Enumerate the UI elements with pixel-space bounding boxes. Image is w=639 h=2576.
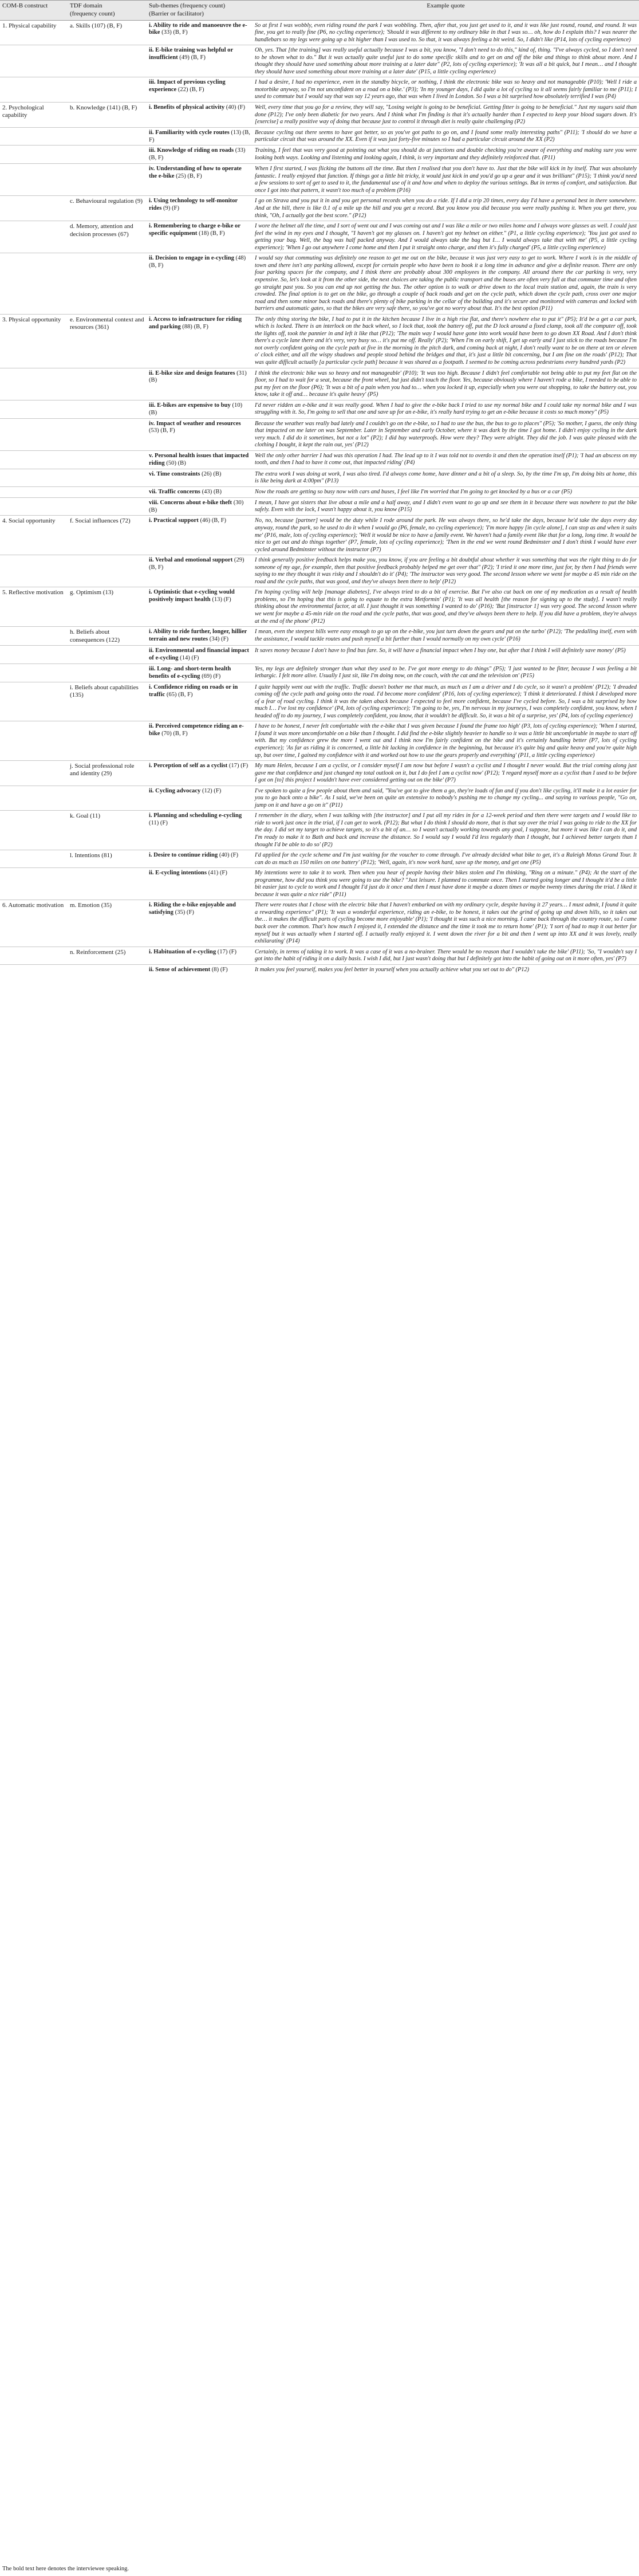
tdf-domain-cell: g. Optimism (13) — [68, 587, 147, 627]
sub-theme-cell — [147, 682, 253, 721]
sub-theme-name: i. Using technology to self-monitor rides — [149, 198, 238, 212]
com-b-construct-cell: 4. Social opportunity — [0, 516, 68, 555]
table-row — [0, 947, 639, 964]
sub-theme-count: (29) (B, F) — [149, 557, 244, 571]
example-quote-cell: Well, every time that you go for a review, they will say, "Losing weight is going to be beneficial. Getting fitter is going to be beneficial." Just my sugars said than done (P12); I've only been diabetic for two years. And I think what I'm finding is that it's actually harder than I expected to keep your blood sugars down. It's [exercise] a really positive way of doing that because just to control it through diet is really quite challenging (P2) — [253, 102, 639, 127]
sub-theme-cell — [147, 221, 253, 253]
sub-theme-name: iii. E-bikes are expensive to buy — [149, 402, 231, 409]
com-b-construct-cell — [0, 45, 68, 77]
sub-theme-cell — [147, 20, 253, 45]
tdf-domain-cell: c. Behavioural regulation (9) — [68, 196, 147, 221]
table-row — [0, 587, 639, 627]
sub-theme-cell — [147, 253, 253, 314]
sub-theme-cell — [147, 469, 253, 486]
sub-theme-name: iii. Impact of previous cycling experience — [149, 79, 226, 93]
com-b-construct-cell — [0, 418, 68, 450]
tdf-domain-cell — [68, 964, 147, 975]
sub-theme-cell — [147, 314, 253, 368]
tdf-domain-cell — [68, 497, 147, 516]
table-row — [0, 368, 639, 400]
example-quote-cell: I quite happily went out with the traffic. Traffic doesn't bother me that much, as much as I am a driver and I do cycle, so it wasn't a problem' (P12); 'I dreaded coming off the cycle path and going onto the road. I'd become more confident' (P16, lots of cycling experience); 'I think it deteriorated. I think I developed more of a fear of road cycling. I think it was the taken aback because I expected to feel more confident, because I've cycled before. So, I was a bit surprised by how much I… I've lost my confidence' (P4, lots of cycling experience); 'I'm going to be, yes, I'm nervous in my journeys, I was completely confident, you know, when I headed off to do my journey, I was completely confident, you know, that it wouldn't be difficult. So, it was a bit of a surprise, yes' (P4, lots of cycling experience) — [253, 682, 639, 721]
sub-theme-name: ii. Sense of achievement — [149, 966, 211, 973]
tdf-domain-cell: f. Social influences (72) — [68, 516, 147, 555]
tdf-domain-cell — [68, 146, 147, 164]
table-row — [0, 196, 639, 221]
sub-theme-count: (17) (F) — [227, 763, 249, 769]
example-quote-cell: Certainly, in terms of taking it to work. It was a case of it was a no-brainer. There would be no reason that I wouldn't take the bike' (P11); 'So, "I wouldn't say I got into the habit of riding it on a daily basis. I wish I did, but I just wasn't doing that but I definitely got into the habit of going out on it more often, yes' (P7) — [253, 947, 639, 964]
com-b-construct-cell — [0, 645, 68, 663]
example-quote-cell: I go on Strava and you put it in and you get personal records when you do a ride. If I did a trip 20 times, every day I'd have a personal best in there somewhere. And at the hill, there is like 0.1 of a mile up the hill and you get a record. But you know you did because you were really pushing it. When you get there, you think, "Oh, I actually got the best score." (P12) — [253, 196, 639, 221]
sub-theme-count: (35) (F) — [173, 909, 194, 916]
sub-theme-name: ii. Perceived competence riding an e-bike — [149, 723, 244, 737]
tdf-domain-cell: j. Social professional role and identity (29) — [68, 761, 147, 786]
sub-theme-count: (33) (B, F) — [160, 29, 188, 36]
com-b-construct-cell — [0, 497, 68, 516]
table-row — [0, 450, 639, 469]
example-quote-cell: I'm hoping cycling will help [manage diabetes], I've always tried to do a bit of exercise. But I've also cut back on one of my medication as a result of health problems, so I'm hoping that this is going to equate to the extra Metformin' (P1); 'It was all health [the reason for signing up to the study]. I wasn't really thinking about the environmental factor, at all. I just thought it was something I wanted to do' (P16); 'But [instructor 1] was very good. The second lesson where we went for maybe a 45-min ride on the road and the cycle paths, that was good, and they've always been there to help. If you did have a problem, they're always at the end of the phone' (P12) — [253, 587, 639, 627]
tdf-domain-cell — [68, 450, 147, 469]
com-b-construct-cell — [0, 196, 68, 221]
table-row — [0, 486, 639, 497]
sub-theme-count: (31) (B) — [149, 370, 247, 384]
sub-theme-cell — [147, 587, 253, 627]
sub-theme-name: ii. Verbal and emotional support — [149, 557, 233, 564]
tdf-domain-cell — [68, 45, 147, 77]
table-row — [0, 555, 639, 587]
com-b-construct-cell: 1. Physical capability — [0, 20, 68, 45]
table-footnote: The bold text here denotes the interviewee speaking. — [2, 2566, 129, 2572]
sub-theme-cell — [147, 164, 253, 196]
sub-theme-count: (10) (B) — [149, 402, 243, 416]
table-row — [0, 127, 639, 146]
example-quote-cell: Well the only other barrier I had was this operation I had. The lead up to it I was told not to overdo it and then the operation itself (P1); 'I had an abscess on my tooth, and then I had to have it come out, that impacted riding' (P4) — [253, 450, 639, 469]
tdf-domain-cell — [68, 368, 147, 400]
sub-theme-count: (40) (F) — [224, 104, 246, 111]
sub-theme-cell — [147, 486, 253, 497]
sub-theme-cell — [147, 400, 253, 418]
com-b-construct-cell — [0, 146, 68, 164]
com-b-construct-cell — [0, 450, 68, 469]
sub-theme-name: iv. Understanding of how to operate the e-bike — [149, 166, 242, 180]
sub-theme-cell — [147, 368, 253, 400]
tdf-domain-cell — [68, 127, 147, 146]
com-b-construct-cell — [0, 627, 68, 646]
sub-theme-name: ii. Cycling advocacy — [149, 787, 201, 794]
sub-theme-name: vii. Traffic concerns — [149, 488, 200, 495]
example-quote-cell: The only thing storing the bike, I had to put it in the kitchen because I live in a high rise flat, and there's nowhere else to put it" (P5); It'd be a get a car park, which is locked. There is an interlock on the back wheel, so I lock that, took the battery off, put the D lock around a fixed clamp, took all the computer off, took the lights off, took the pannier in and left it like that (P12); 'The main way I would have gone into work would have been to go down XX Road. And I don't think there's a cycle lane there and it's very, very busy so… it's put me off. Really' (P2); 'When I'm on early shift, I get up early and I just stick to the roads because I'm not overly confident going on the cycle path at five in the morning in the pitch dark, and coming back at night, I don't really want to be on there at ten or eleven o' clock either, and all the wispy shadows and people stood behind the bridges and that, it's just a little bit concerning, but I am fine on the roads' (P12); That was quite difficult actually [a particular cycle path] because it was shared as a footpath. I seemed to be coming across pedestrians every hundred yards (P2) — [253, 314, 639, 368]
table-row — [0, 253, 639, 314]
com-b-construct-cell — [0, 555, 68, 587]
sub-theme-name: iv. Impact of weather and resources — [149, 420, 241, 427]
example-quote-cell: When I first started, I was flicking the buttons all the time. But then I realised that you don't have to. Just that the bike will kick in by itself. That was absolutely fantastic. I really enjoyed that function. If things got a little bit tricky, it would just kick in and you'd go up a gear and it was brilliant" (P15); 'I think you'd need a few sessions to sort of get to used to it, the fundamental use of it and how and when to deploy the various settings. But in terms of comfort, and satisfaction. But once I got into that pattern, it wasn't too much of a problem (P16) — [253, 164, 639, 196]
example-quote-cell: Now the roads are getting so busy now with cars and buses, I feel like I'm worried that I'm going to get knocked by a bus or a car (P5) — [253, 486, 639, 497]
table-row — [0, 627, 639, 646]
table-row — [0, 761, 639, 786]
tdf-domain-cell: l. Intentions (81) — [68, 850, 147, 868]
com-b-construct-cell: 5. Reflective motivation — [0, 587, 68, 627]
example-quote-cell: Training, I feel that was very good at pointing out what you should do at junctions and double checking you're aware of everything and making sure you were looking both ways. Looking and listening and looking again, I think, is very important and they definitely reinforced that. (P11) — [253, 146, 639, 164]
table-row — [0, 721, 639, 761]
table-row — [0, 663, 639, 682]
com-b-construct-cell — [0, 486, 68, 497]
example-quote-cell: I have to be honest, I never felt comfortable with the e-bike that I was given because I found the frame too high' (P3, lots of cycling experience); 'When I started, I found it was more uncomfortable on a bike than I thought. I did find the e-bike slightly heavier to handle so it was a little bit uncomfortable in maybe to start off with. But my confidence grew the more I went out and I think now I'm fairly confident on the bike and it's certainly handling better (P7, lots of cycling experience); 'As far as riding it is concerned, a little bit lacking in confidence in the beginning, but because it's quite big and quite heavy and you're quite high up, but over time, I gained my confidence with it and worked out how to use the gears properly and everything' (P11, a little cycling experience) — [253, 721, 639, 761]
sub-theme-cell — [147, 196, 253, 221]
tdf-domain-cell — [68, 663, 147, 682]
header-tdf-domain: TDF domain (frequency count) — [68, 1, 147, 21]
sub-theme-count: (25) (B, F) — [174, 173, 202, 180]
sub-theme-name: i. Planning and scheduling e-cycling — [149, 812, 242, 819]
sub-theme-count: (46) (B, F) — [198, 517, 227, 524]
tdf-domain-cell: e. Environmental context and resources (361) — [68, 314, 147, 368]
results-table-container — [0, 0, 639, 975]
com-b-construct-cell — [0, 721, 68, 761]
sub-theme-cell — [147, 721, 253, 761]
sub-theme-count: (53) (B, F) — [149, 427, 175, 434]
example-quote-cell: Oh, yes. That [the training] was really useful actually because I was a bit, you know, "I don't need to do this," kind of, thing. "I've always cycled, so I don't need to be shown what to do." But it was actually quite useful just to do some specific skills and to get on and off the bike and things to think about more. And I thought they should have used something about more training at a later date" (P2, lots of cycling experience); 'It was all a bit quick, but I mean… and I thought they should have used something about more training at a later date' (P15, a little cycling experience) — [253, 45, 639, 77]
com-b-construct-cell: 2. Psychological capability — [0, 102, 68, 127]
tdf-domain-cell — [68, 164, 147, 196]
com-b-construct-cell — [0, 469, 68, 486]
sub-theme-count: (65) (B, F) — [165, 691, 193, 698]
sub-theme-name: vi. Time constraints — [149, 470, 200, 477]
sub-theme-count: (49) (B, F) — [178, 54, 206, 61]
sub-theme-name: i. Benefits of physical activity — [149, 104, 225, 111]
com-b-construct-cell — [0, 663, 68, 682]
table-row — [0, 516, 639, 555]
sub-theme-count: (8) (F) — [210, 966, 228, 973]
sub-theme-cell — [147, 761, 253, 786]
sub-theme-cell — [147, 663, 253, 682]
sub-theme-count: (69) (F) — [200, 673, 221, 680]
sub-theme-count: (26) (B) — [200, 470, 222, 477]
com-b-construct-cell — [0, 368, 68, 400]
table-row — [0, 20, 639, 45]
tdf-domain-cell — [68, 555, 147, 587]
header-example-quote: Example quote — [253, 1, 639, 21]
table-row — [0, 146, 639, 164]
sub-theme-count: (34) (F) — [208, 636, 228, 643]
table-row — [0, 900, 639, 947]
table-row — [0, 682, 639, 721]
sub-theme-cell — [147, 555, 253, 587]
sub-theme-name: i. Desire to continue riding — [149, 852, 218, 859]
sub-theme-count: (48) (B, F) — [149, 255, 246, 269]
sub-theme-count: (40) (F) — [218, 852, 239, 859]
sub-theme-count: (88) (B, F) — [180, 323, 208, 330]
sub-theme-count: (70) (B, F) — [160, 731, 188, 737]
tdf-domain-cell: k. Goal (11) — [68, 811, 147, 850]
sub-theme-count: (18) (B, F) — [197, 230, 225, 237]
sub-theme-count: (33) (B, F) — [149, 147, 246, 162]
table-row — [0, 850, 639, 868]
example-quote-cell: The extra work I was doing at work, I was also tired. I'd always come home, have dinner and a bit of a sleep. So, by the time I'm up, I'm doing bits at home, this is like being dark at 4:00pm" (P13) — [253, 469, 639, 486]
tdf-domain-cell — [68, 418, 147, 450]
table-row — [0, 164, 639, 196]
table-row — [0, 418, 639, 450]
sub-theme-name: ii. Decision to engage in e-cycling — [149, 255, 234, 262]
table-row — [0, 964, 639, 975]
com-b-construct-cell — [0, 682, 68, 721]
tdf-domain-cell: d. Memory, attention and decision processes (67) — [68, 221, 147, 253]
com-b-construct-cell — [0, 850, 68, 868]
table-row — [0, 102, 639, 127]
table-row — [0, 811, 639, 850]
example-quote-cell: I've spoken to quite a few people about them and said, "You've got to give them a go, they're loads of fun and if you don't like cycling, it'll make it a lot easier for you to go back onto a bike". As I said, we've been on quite an extensive to nobody's pushing me to change my cycling... and saying to various people, "Go on, jump on it and have a go on it" (P11) — [253, 786, 639, 811]
sub-theme-count: (14) (F) — [178, 654, 199, 661]
sub-theme-cell — [147, 964, 253, 975]
table-row — [0, 645, 639, 663]
sub-theme-cell — [147, 947, 253, 964]
sub-theme-cell — [147, 127, 253, 146]
example-quote-cell: There were routes that I chose with the electric bike that I haven't embarked on with my ordinary cycle, despite having it 27 years… I must admit, I found it quite a rewarding experience" (P1); 'It was a wonderful experience, riding an e-bike, to be honest, it takes out the grind of going up and down hills, so it takes out the… it makes the difficult parts of cycling become more enjoyable' (P1); 'I thought it was such a nice morning. I came back through the country route, so I came back over the common. That's how much I enjoyed it, I extended the distance and the time it took me to return home' (P1); 'I sort of had to map it out better for myself but it was actually when I started off. I actually really enjoyed it. I went down the river for a bit and then I went up into XX and it was lovely, really exhilarating' (P14) — [253, 900, 639, 947]
example-quote-cell: My mum Helen, because I am a cyclist, or I consider myself I am now but before I wasn't a cyclist and I thought I never would. But the trial coming along just gave me that confidence and just changed my total outlook on it, but I do feel I am a cyclist now' (P12); 'I regard myself more as a cyclist than I used to be before I got on [to] this project I wouldn't have ever considered getting out on the bike' (P7) — [253, 761, 639, 786]
sub-theme-name: ii. E-bike training was helpful or insufficient — [149, 47, 233, 61]
sub-theme-cell — [147, 811, 253, 850]
example-quote-cell: I mean, even the steepest hills were easy enough to go up on the e-bike, you just turn down the gears and put on the turbo' (P12); 'The pedalling itself, even with the assistance, I would tackle routes and push myself a bit further than I would normally on my own cycle' (P16) — [253, 627, 639, 646]
sub-theme-count: (17) (F) — [216, 948, 237, 955]
example-quote-cell: My intentions were to take it to work. Then when you hear of people having their bikes stolen and I'm thinking, "Ring on a minute." (P4); At the start of the programme, how did you think you were going to use the bike? "Just leisure. I planned to commute once. Then I started going longer and I thought it'd be a little bit easier just to cycle to work and I thought I'd just do it once and then I must have done it maybe a dozen times or maybe twenty times during the trial. I liked it because it was quite a nice ride" (P11) — [253, 868, 639, 900]
table-body — [0, 20, 639, 975]
example-quote-cell: Because cycling out there seems to have got better, so as you've got paths to go on, and I found some really interesting paths" (P11); 'I should do we have a particular circuit that was around the XX. Even if it was just forty-five minutes so I had a particular circuit around the XX (P2) — [253, 127, 639, 146]
com-b-construct-cell — [0, 164, 68, 196]
sub-theme-name: i. Perception of self as a cyclist — [149, 763, 228, 769]
tdf-domain-cell — [68, 486, 147, 497]
sub-theme-cell — [147, 497, 253, 516]
sub-theme-cell — [147, 516, 253, 555]
sub-theme-name: i. Ability to ride further, longer, hillier terrain and new routes — [149, 629, 247, 643]
tdf-domain-cell: m. Emotion (35) — [68, 900, 147, 947]
com-b-construct-cell — [0, 400, 68, 418]
table-row — [0, 786, 639, 811]
sub-theme-count: (22) (B, F) — [176, 87, 204, 93]
tdf-domain-cell — [68, 77, 147, 103]
example-quote-cell: I had a desire, I had no experience, even in the standby bicycle, or nothing, I think the electronic bike was so heavy and not manageable (P10); 'Well I ride a motorbike anyway, so I'm not unconfident on a road on a bike.' (P3); 'In my younger days, I did quite a lot of cycling so it all seems fairly familiar to me (P11); I used to commute but I would say that was say 12 years ago, that was when I lived in London. So I was a bit surprised how absolutely terrified I was (P4) — [253, 77, 639, 103]
sub-theme-count: (50) (B) — [164, 460, 186, 466]
tdf-domain-cell — [68, 469, 147, 486]
table-row — [0, 469, 639, 486]
sub-theme-name: i. Remembering to charge e-bike or specific equipment — [149, 223, 240, 237]
sub-theme-name: i. Habituation of e-cycling — [149, 948, 216, 955]
sub-theme-cell — [147, 450, 253, 469]
com-b-construct-cell — [0, 964, 68, 975]
com-b-construct-cell — [0, 947, 68, 964]
header-com-b: COM-B construct — [0, 1, 68, 21]
com-b-construct-cell — [0, 127, 68, 146]
tdf-domain-cell — [68, 721, 147, 761]
example-quote-cell: I wore the helmet all the time, and I sort of went out and I was coming out and I was like a mile or two miles home and I always wore glasses as well. I could just feel the wind in my eyes and I thought, "I haven't got my glasses on. I haven't got my helmet on either." (P1, a little cycling experience); 'You just got used to getting your bag. Well, the bag was half packed anyway. And I would always take the bag but I… I would always take that with me' (P5, a little cycling experience); 'When I go out anywhere I come home and then I put it straight onto charge, and then it's fully charged' (P5, a little cycling experience) — [253, 221, 639, 253]
sub-theme-count: (30) (B) — [149, 499, 244, 513]
sub-theme-cell — [147, 645, 253, 663]
com-b-construct-cell — [0, 868, 68, 900]
example-quote-cell: I would say that commuting was definitely one reason to get me out on the bike, because it was just very easy to get to work. Where I work is in the middle of town and there isn't any parking allowed, except for certain people who have been to book it a long time in advance and give a definite reason. There are only four parking spaces for the company, and I think there are probably about 300 employees in the company. All around there the car parking is very, very expensive. So, let's look at it from the other side, the next choices are taking the public transport and the buses are often very full at that commuter time and often go straight past you. So you can end up not getting the bus. The other option is to walk or drive down to the local train station and, again, the train is very crowded. The final option is to get on the bike, go through a couple of back roads and get on the cycle path, which down the cycle path, cross over one major road and then some minor back roads and there's plenty of bike parking in the cellar of the building and it's secure and monitored with cameras and locked with barriers and automatic gates, so that the bikes are very safe there, so you've got no worry about that. It's the best option (P11) — [253, 253, 639, 314]
example-quote-cell: It makes you feel yourself, makes you feel better in yourself when you actually achieve what you set out to do" (P12) — [253, 964, 639, 975]
tdf-domain-cell — [68, 868, 147, 900]
tdf-domain-cell — [68, 400, 147, 418]
tdf-domain-cell: a. Skills (107) (B, F) — [68, 20, 147, 45]
table-row — [0, 77, 639, 103]
table-row — [0, 497, 639, 516]
tdf-domain-cell — [68, 253, 147, 314]
sub-theme-count: (43) (B) — [200, 488, 222, 495]
sub-theme-count: (41) (F) — [206, 870, 227, 877]
table-row — [0, 868, 639, 900]
tdf-domain-cell: n. Reinforcement (25) — [68, 947, 147, 964]
tdf-domain-cell — [68, 786, 147, 811]
sub-theme-cell — [147, 850, 253, 868]
header-sub-themes: Sub-themes (frequency count) (Barrier or facilitator) — [147, 1, 253, 21]
example-quote-cell: It saves money because I don't have to find bus fare. So, it will have a financial impact when I buy one, but after that I think I will definitely save money' (P5) — [253, 645, 639, 663]
tdf-domain-cell: i. Beliefs about capabilities (135) — [68, 682, 147, 721]
com-b-tdf-table — [0, 0, 639, 975]
sub-theme-name: ii. E-cycling intentions — [149, 870, 207, 877]
com-b-construct-cell — [0, 761, 68, 786]
sub-theme-cell — [147, 627, 253, 646]
sub-theme-cell — [147, 77, 253, 103]
example-quote-cell: Because the weather was really bad lately and I couldn't go on the e-bike, so I had to use the bus, the bus to go to places" (P5); 'So mother, I guess, the only thing that impacted on me later on was September. Later in September and early October, where it was dark by the time I got home. I didn't enjoy cycling in the dark very much. I did do it sometimes, but not a lot" (P2); I did buy waterproofs. How were they? They were alright. They did the job. I was quite pleased with the clothing I bought, it kept the rain out, yes' (P12) — [253, 418, 639, 450]
sub-theme-cell — [147, 868, 253, 900]
table-header-row — [0, 1, 639, 21]
tdf-domain-cell: h. Beliefs about consequences (122) — [68, 627, 147, 646]
sub-theme-name: viii. Concerns about e-bike theft — [149, 499, 232, 506]
sub-theme-name: ii. E-bike size and design features — [149, 370, 235, 376]
com-b-construct-cell — [0, 786, 68, 811]
sub-theme-count: (13) (F) — [210, 596, 231, 603]
table-row — [0, 221, 639, 253]
sub-theme-name: i. Confidence riding on roads or in traffic — [149, 684, 238, 698]
example-quote-cell: I'd never ridden an e-bike and it was really good. When I had to give the e-bike back I tried to use my normal bike and I could take my normal bike and I was struggling with it. So, I'm going to sell that one and save up for an e-bike, it's really hard trying to get an e-bike because it costs so much money" (P5) — [253, 400, 639, 418]
sub-theme-cell — [147, 418, 253, 450]
com-b-construct-cell — [0, 253, 68, 314]
example-quote-cell: I mean, I have got sisters that live about a mile and a half away, and I didn't even want to go up and see them in it because there was nowhere to put the bike safely. Even with the lock, I wasn't happy about it, you know (P15) — [253, 497, 639, 516]
sub-theme-cell — [147, 146, 253, 164]
sub-theme-name: i. Riding the e-bike enjoyable and satisfying — [149, 902, 236, 916]
sub-theme-name: i. Ability to ride and manoeuvre the e-bike — [149, 22, 247, 36]
sub-theme-count: (9) (F) — [161, 205, 179, 212]
example-quote-cell: I remember in the diary, when I was talking with [the instructor] and I put all my rides in for a 12-week period and then there were targets and I would like to ride to work just once in the trial, if I can get to work. (P12); But what I do think I should do more, that is that say over the trial I was going to ride to the XX for the day. I did set my target to achieve targets, so it's a bit of an… so I wasn't actually working towards any goal, I suppose, but more it was like I can do it, and I'm ready to make it to Bath and back and increase the distance. So I would say I would I'd less regularly than I thought, but I achieved better targets than I thought I'd be able to do so' (P2) — [253, 811, 639, 850]
table-row — [0, 400, 639, 418]
table-row — [0, 314, 639, 368]
com-b-construct-cell — [0, 77, 68, 103]
sub-theme-count: (12) (F) — [200, 787, 222, 794]
sub-theme-cell — [147, 45, 253, 77]
com-b-construct-cell: 3. Physical opportunity — [0, 314, 68, 368]
sub-theme-cell — [147, 102, 253, 127]
sub-theme-cell — [147, 900, 253, 947]
sub-theme-name: iii. Knowledge of riding on roads — [149, 147, 234, 154]
sub-theme-name: v. Personal health issues that impacted riding — [149, 452, 249, 466]
table-row — [0, 45, 639, 77]
example-quote-cell: So at first I was wobbly, even riding round the park I was wobbling. Then, after that, you just get used to it, and it was like just round, round, and round. It was fine, you get to really fine (P6, no cycling experience); 'Should it was different to my ordinary bike in that I was so… oh, how do I explain this? I was nearer the handlebars so my legs were going up a bit higher than I was used to. So that, it was always feeling a bit weird. So, I didn't like (P14, lots of cycling experience) — [253, 20, 639, 45]
example-quote-cell: No, no, because [partner] would be the duty while I rode around the park. He was always there, so he'd take the days, because he'd take the days every day anyway, round the park, so he used to do it when I would go (P6, female, no cycling experience); 'I'm more happy [in cycle alone], I can stop as and when it suits me' (P16, male, lots of cycling experience); 'Well it would be nice to have a family event. We haven't had a family event like that for a long, long time. It would be nice to get out and do things together' (P7, female, lots of cycling experience); 'Then in the end we went round Bedminster and I don't think I would have ever cycled around Bedminster without the instructor (P7) — [253, 516, 639, 555]
tdf-domain-cell — [68, 645, 147, 663]
com-b-construct-cell — [0, 811, 68, 850]
com-b-construct-cell: 6. Automatic motivation — [0, 900, 68, 947]
example-quote-cell: Yes, my legs are definitely stronger than what they used to be. I've got more energy to do things" (P5); 'I just wanted to be fitter, because I was feeling a bit lethargic. I felt more alive. Usually I just sit, like I'm doing now, on the couch, with the cat and the television on' (P15) — [253, 663, 639, 682]
example-quote-cell: I think generally positive feedback helps make you, you know, if you are feeling a bit doubtful about whether it was something that was the right thing to do for someone of my age, for example, then that positive feedback probably helped me get over that" (P2); 'I tried it one more time, just for, by then I had friends were saying to me they thought it was risky and I shouldn't do it' (P4); 'The instructor was very good. The second lesson where we went for maybe a 45 min ride on the road and the cycle paths, that was good, and they've always been there to help' (P12) — [253, 555, 639, 587]
sub-theme-name: ii. Environmental and financial impact of e-cycling — [149, 647, 249, 661]
sub-theme-name: iii. Long- and short-term health benefits of e-cycling — [149, 665, 231, 680]
example-quote-cell: I'd applied for the cycle scheme and I'm just waiting for the voucher to come through. I've already decided what bike to get, it's a Raleigh Motus Grand Tour. It can do as much as 150 miles on one battery' (P12); 'Well, again, it's now work hard, save up the money, and get one (P5) — [253, 850, 639, 868]
sub-theme-count: (13) (B, F) — [149, 129, 250, 143]
sub-theme-count: (11) (F) — [149, 820, 168, 827]
example-quote-cell: I think the electronic bike was so heavy and not manageable' (P10); 'It was too high. Because I didn't feel comfortable not being able to put my feet flat on the floor, so I had to wait for a seat, because the front wheel, but just didn't touch the floor. Yes, because obviously where I haven't rode a bike, I needed to be able to put my feet on the floor (P6); 'It was a bit of a pain when you had to… when you locked it up, especially when you were out shopping, to take the battery out, you know, take it off and… because it's quite heavy' (P5) — [253, 368, 639, 400]
sub-theme-cell — [147, 786, 253, 811]
sub-theme-name: ii. Familiarity with cycle routes — [149, 129, 230, 136]
sub-theme-name: i. Practical support — [149, 517, 199, 524]
tdf-domain-cell: b. Knowledge (141) (B, F) — [68, 102, 147, 127]
sub-theme-name: i. Access to infrastructure for riding and parking — [149, 316, 242, 330]
sub-theme-name: i. Optimistic that e-cycling would positively impact health — [149, 589, 235, 603]
com-b-construct-cell — [0, 221, 68, 253]
